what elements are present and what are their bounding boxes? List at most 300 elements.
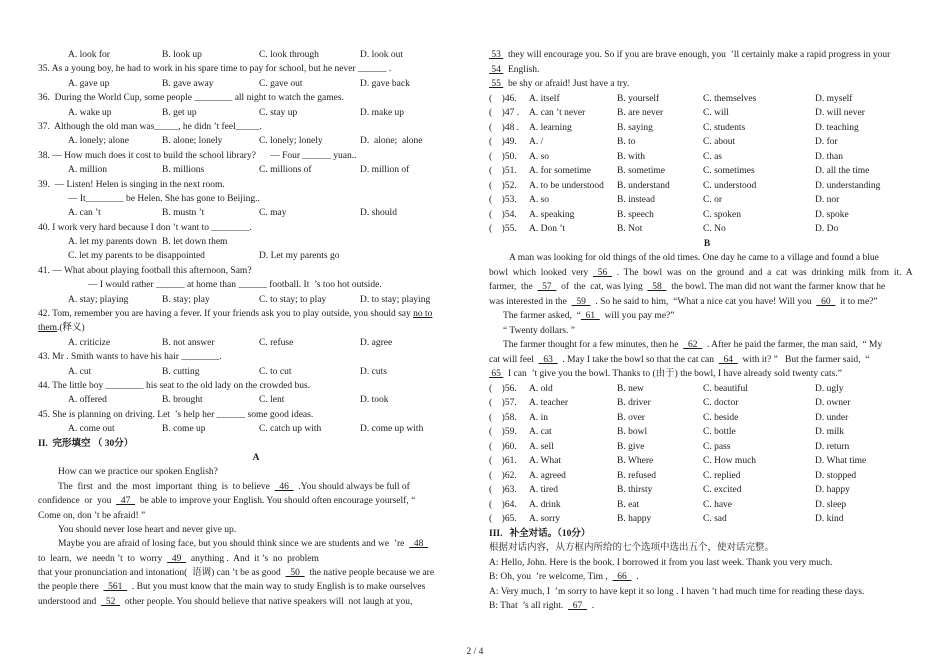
option-item: C. look through: [259, 50, 319, 60]
text-segment: .: [587, 601, 595, 611]
option-item: A. speaking: [529, 209, 575, 220]
question-number: ( )65.: [489, 514, 517, 524]
option-item: B. with: [617, 151, 645, 162]
option-item: D. sleep: [815, 499, 847, 510]
option-item: A. learning: [529, 122, 572, 133]
text-segment: 54: [489, 64, 504, 75]
question-number: ( )59.: [489, 427, 517, 437]
text-line: [38, 437, 474, 451]
option-item: C. How much: [703, 456, 757, 466]
option-item: C. doctor: [703, 398, 739, 408]
option-item: D. stopped: [815, 470, 857, 481]
text-segment: B: [703, 238, 711, 249]
text-line: [489, 599, 925, 614]
option-item: B. happy: [617, 514, 652, 524]
option-item: D. to stay; playing: [360, 294, 431, 305]
options-row: [489, 512, 925, 527]
question-number: ( )58.: [489, 412, 517, 423]
text-line: [38, 278, 474, 292]
options-row: [38, 134, 474, 148]
option-item: C. catch up with: [259, 424, 322, 435]
option-item: A. What: [529, 456, 562, 466]
option-item: B. get up: [162, 107, 197, 118]
text-line: [38, 595, 474, 609]
text-segment: 55: [489, 79, 504, 89]
question-number: ( )57.: [489, 398, 517, 408]
text-segment: English.: [503, 64, 540, 75]
question-number: ( )48 .: [489, 122, 520, 133]
option-item: A. in: [529, 412, 548, 423]
options-row: [38, 293, 474, 307]
text-line: [38, 379, 474, 393]
option-item: B. speech: [617, 209, 654, 220]
option-item: A. for sometime: [529, 166, 592, 176]
text-line: [489, 63, 925, 78]
option-item: C. stay up: [259, 107, 298, 118]
text-segment: .: [631, 572, 639, 582]
text-segment: . May I take the bowl so that the cat can: [557, 354, 719, 365]
option-item: D. make up: [360, 107, 405, 118]
question-number: ( )55.: [489, 224, 517, 234]
text-line: [489, 48, 925, 63]
option-item: B. sometime: [617, 166, 666, 176]
option-item: D. Let my parents go: [259, 251, 340, 262]
options-row: [38, 206, 474, 220]
option-item: A. can ’t: [68, 208, 101, 219]
text-line: [38, 523, 474, 537]
text-segment: 根据对话内容，从方框内所给的七个选项中选出五个，使对话完整。: [489, 543, 775, 553]
text-segment: The farmer asked, “: [503, 311, 581, 321]
question-number: ( )56.: [489, 383, 517, 394]
text-segment: The farmer thought for a few minutes, then he: [503, 340, 684, 350]
option-item: C. refuse: [259, 337, 294, 348]
text-segment: — It________ be Helen. She has gone to Beijing..: [68, 193, 260, 204]
text-line: [38, 192, 474, 206]
options-row: [38, 249, 474, 263]
text-segment: no to: [413, 309, 433, 320]
option-item: A. look for: [68, 50, 110, 60]
options-row: [489, 411, 925, 426]
option-item: A. lonely; alone: [68, 136, 129, 147]
option-item: [360, 235, 474, 249]
text-line: [489, 295, 925, 310]
text-segment: 43. Mr . Smith wants to have his hair ________.: [38, 352, 222, 363]
options-row: [38, 365, 474, 379]
option-item: D. nor: [815, 195, 840, 205]
text-segment: 61: [580, 311, 600, 321]
option-item: A. /: [529, 137, 544, 147]
text-segment: be shy or afraid! Just have a try.: [503, 79, 630, 89]
text-segment: the people there: [38, 582, 104, 593]
option-item: D. for: [815, 137, 838, 147]
question-number: ( )50.: [489, 151, 517, 162]
text-segment: . But you must know that the main way to study English is to make ourselves: [127, 582, 426, 593]
option-item: A. cut: [68, 366, 92, 377]
option-item: C. replied: [703, 470, 741, 481]
options-row: [489, 179, 925, 194]
options-row: [38, 106, 474, 120]
option-item: D. myself: [815, 93, 853, 104]
option-item: D. alone; alone: [360, 136, 423, 147]
text-segment: 58: [647, 282, 667, 292]
option-item: A. to be understood: [529, 180, 604, 191]
option-item: A. cat: [529, 427, 552, 437]
option-item: D. ugly: [815, 383, 844, 394]
right-column: [489, 48, 925, 614]
text-line: [38, 62, 474, 76]
text-line: [489, 367, 925, 382]
options-row: [38, 336, 474, 350]
option-item: C. beside: [703, 412, 739, 423]
text-line: [38, 552, 474, 566]
left-column: [38, 48, 474, 609]
text-segment: the bowl. The man did not want the farmer know that he: [666, 282, 886, 292]
option-item: C. may: [259, 208, 287, 219]
options-row: [489, 454, 925, 469]
option-item: D. return: [815, 441, 850, 452]
option-item: B. eat: [617, 499, 640, 510]
option-item: A. so: [529, 151, 550, 162]
option-item: B. Where: [617, 456, 654, 466]
option-item: D. should: [360, 208, 397, 219]
text-line: [38, 264, 474, 278]
option-item: C. will: [703, 108, 729, 118]
option-item: D. come up with: [360, 424, 424, 435]
text-segment: 53: [489, 50, 504, 60]
option-item: C. beautiful: [703, 383, 748, 394]
option-item: B. to: [617, 137, 636, 147]
text-line: [489, 585, 925, 600]
text-segment: it to me?”: [835, 296, 878, 307]
page-number: 2 / 4: [466, 647, 484, 657]
text-segment: 47: [116, 496, 136, 507]
section-label: [489, 237, 925, 252]
text-segment: 56: [592, 267, 612, 278]
text-segment: I can ’t give you the bowl. Thanks to (由于) the bowl, I have already sold twenty cats.”: [503, 369, 842, 379]
text-segment: 48: [409, 539, 429, 550]
text-segment: cat will feel: [489, 354, 539, 365]
question-number: ( )49.: [489, 137, 517, 147]
options-row: [489, 164, 925, 179]
text-line: [489, 309, 925, 324]
question-number: ( )46.: [489, 93, 517, 104]
option-item: A. wake up: [68, 107, 112, 118]
option-item: D. kind: [815, 514, 844, 524]
text-segment: 59: [571, 296, 591, 307]
text-segment: 65: [489, 369, 504, 379]
option-item: B. not answer: [162, 337, 215, 348]
text-segment: — I would rather ______ at home than ______ football. It ’s too hot outside.: [88, 280, 382, 291]
option-item: B. are never: [617, 108, 664, 118]
options-row: [489, 208, 925, 223]
text-line: [489, 353, 925, 368]
option-item: A. tired: [529, 485, 559, 495]
text-segment: 35. As a young boy, he had to work in his spare time to pay for school, but he never ______ .: [38, 64, 392, 75]
option-item: C. lent: [259, 395, 285, 406]
option-item: D. will never: [815, 108, 865, 118]
text-segment: understood and: [38, 596, 102, 607]
options-row: [489, 121, 925, 136]
option-item: C. to stay; to play: [259, 294, 327, 305]
option-item: B. stay; play: [162, 294, 210, 305]
text-segment: B: That ’s all right.: [489, 601, 568, 611]
text-segment: 49: [167, 553, 187, 564]
option-item: C. have: [703, 499, 733, 510]
text-segment: with it? ” But the farmer said, “: [737, 354, 870, 365]
text-segment: anything . And it ’s no problem: [186, 553, 319, 564]
text-line: [38, 91, 474, 105]
text-segment: 44. The little boy ________ his seat to the old lady on the crowded bus.: [38, 380, 311, 391]
text-segment: The first and the most important thing is to believe: [58, 481, 275, 492]
text-line: [38, 120, 474, 134]
text-segment: II. 完形填空 （ 30分）: [38, 438, 134, 449]
option-item: C. sad: [703, 514, 727, 524]
text-line: [489, 338, 925, 353]
option-item: A. criticize: [68, 337, 111, 348]
option-item: D. than: [815, 151, 843, 162]
options-row: [489, 396, 925, 411]
option-item: A. can ’t never: [529, 108, 586, 118]
text-line: [489, 266, 925, 281]
options-row: [489, 440, 925, 455]
option-item: C. spoken: [703, 209, 741, 220]
option-item: A. let my parents down: [68, 237, 157, 248]
text-segment: 52: [101, 596, 121, 607]
option-item: D. What time: [815, 456, 867, 466]
option-item: B. instead: [617, 195, 655, 205]
text-line: [489, 251, 925, 266]
text-segment: 64: [718, 354, 738, 365]
option-item: D. gave back: [360, 78, 410, 89]
option-item: B. let down them: [162, 237, 228, 248]
text-segment: 39. — Listen! Helen is singing in the next room.: [38, 179, 225, 190]
option-item: A. sell: [529, 441, 554, 452]
option-item: D. happy: [815, 485, 850, 495]
text-line: [489, 570, 925, 585]
text-segment: . The bowl was on the ground and a cat was drinking milk from it. A: [611, 267, 913, 278]
option-item: C. themselves: [703, 93, 757, 104]
option-item: D. understanding: [815, 180, 881, 191]
text-segment: A: Very much, I ’m sorry to have kept it so long . I haven ’t had much time for reading these days.: [489, 586, 865, 597]
option-item: C. bottle: [703, 427, 736, 437]
option-item: A. old: [529, 383, 553, 394]
text-line: [38, 350, 474, 364]
option-item: B. mustn ’t: [162, 208, 205, 219]
options-row: [38, 48, 474, 62]
text-line: [38, 509, 474, 523]
text-segment: that your pronunciation and intonation( 语调) can ’t be as good: [38, 568, 286, 579]
options-row: [38, 77, 474, 91]
text-line: [489, 541, 925, 556]
text-line: [38, 221, 474, 235]
options-row: [489, 483, 925, 498]
text-segment: 46: [274, 481, 294, 492]
text-segment: of the cat, was lying: [556, 282, 648, 292]
text-segment: the native people because we are: [304, 568, 435, 579]
option-item: C. students: [703, 122, 746, 133]
text-segment: 37. Although the old man was_____, he didn ’t feel_____.: [38, 121, 262, 132]
option-item: B. over: [617, 412, 645, 423]
option-item: B. alone; lonely: [162, 136, 223, 147]
text-line: [38, 307, 474, 321]
option-item: A. sorry: [529, 514, 561, 524]
option-item: [162, 249, 259, 263]
text-segment: to learn, we needn ’t to worry: [38, 553, 168, 564]
option-item: C. to cut: [259, 366, 292, 377]
options-row: [489, 498, 925, 513]
text-line: [38, 537, 474, 551]
text-segment: How can we practice our spoken English?: [58, 467, 218, 478]
text-line: [489, 527, 925, 542]
options-row: [489, 150, 925, 165]
option-item: C. understood: [703, 180, 757, 191]
options-row: [489, 135, 925, 150]
option-item: B. give: [617, 441, 645, 452]
option-item: B. brought: [162, 395, 203, 406]
options-row: [38, 393, 474, 407]
option-item: D. took: [360, 395, 389, 406]
text-line: [38, 480, 474, 494]
text-segment: .You should always be full of: [293, 481, 410, 492]
text-segment: “ Twenty dollars. ”: [503, 325, 575, 336]
text-segment: they will encourage you. So if you are brave enough, you ’ll certainly make a rapid progress in your: [503, 50, 891, 60]
options-row: [489, 193, 925, 208]
option-item: C. millions of: [259, 165, 312, 176]
text-segment: 45. She is planning on driving. Let ’s help her ______ some good ideas.: [38, 409, 314, 420]
question-number: ( )47 .: [489, 108, 520, 118]
text-segment: 561: [103, 582, 128, 593]
option-item: A. Don ’t: [529, 224, 565, 234]
text-segment: A: [252, 452, 260, 463]
text-segment: 62: [683, 340, 703, 350]
option-item: B. refused: [617, 470, 657, 481]
text-segment: be able to improve your English. You should often encourage yourself, “: [135, 496, 416, 507]
text-segment: Maybe you are afraid of losing face, but you should think since we are students and we ’re: [58, 539, 410, 550]
option-item: [259, 235, 360, 249]
text-line: [489, 280, 925, 295]
text-segment: III. 补全对话。（10分）: [489, 528, 591, 539]
text-segment: . After he paid the farmer, the man said, “ My: [702, 340, 883, 350]
text-line: [489, 77, 925, 92]
option-item: B. bowl: [617, 427, 648, 437]
option-item: D. cuts: [360, 366, 387, 377]
text-line: [38, 149, 474, 163]
option-item: D. milk: [815, 427, 845, 437]
option-item: C. No: [703, 224, 726, 234]
text-segment: was interested in the: [489, 296, 572, 307]
options-row: [38, 422, 474, 436]
option-item: [360, 249, 474, 263]
options-row: [489, 469, 925, 484]
text-segment: 40. I work very hard because I don ’t want to ________.: [38, 222, 252, 233]
text-segment: 66: [612, 572, 632, 582]
text-segment: 63: [538, 354, 558, 365]
text-segment: bowl which looked very: [489, 267, 593, 278]
question-number: ( )61.: [489, 456, 517, 466]
text-segment: will you pay me?”: [599, 311, 675, 321]
options-row: [38, 163, 474, 177]
option-item: C. let my parents to be disappointed: [68, 251, 205, 262]
text-segment: Come on, don ’t be afraid! ”: [38, 510, 146, 521]
question-number: ( )62.: [489, 470, 517, 481]
text-line: [38, 494, 474, 508]
option-item: A. agreed: [529, 470, 566, 481]
text-segment: other people. You should believe that native speakers will not laugh at you,: [120, 596, 413, 607]
text-segment: . So he said to him, “What a nice cat you have! Will you: [590, 296, 817, 307]
options-row: [489, 382, 925, 397]
option-item: C. gave out: [259, 78, 303, 89]
option-item: B. look up: [162, 50, 202, 60]
option-item: B. new: [617, 383, 644, 394]
option-item: B. come up: [162, 424, 206, 435]
question-number: ( )60.: [489, 441, 517, 452]
option-item: A. gave up: [68, 78, 110, 89]
option-item: B. thirsty: [617, 485, 653, 495]
option-item: A. come out: [68, 424, 115, 435]
options-row: [489, 106, 925, 121]
text-segment: B: Oh, you ’re welcome, Tim ,: [489, 572, 613, 582]
option-item: B. driver: [617, 398, 651, 408]
option-item: A. stay; playing: [68, 294, 129, 305]
option-item: D. spoke: [815, 209, 849, 220]
text-line: [38, 178, 474, 192]
option-item: B. cutting: [162, 366, 200, 377]
option-item: A. itself: [529, 93, 560, 104]
option-item: D. million of: [360, 165, 410, 176]
option-item: D. teaching: [815, 122, 859, 133]
option-item: B. yourself: [617, 93, 660, 104]
option-item: B. Not: [617, 224, 643, 234]
text-segment: 42. Tom, remember you are having a fever. If your friends ask you to play outside, you should say: [38, 309, 414, 320]
option-item: B. understand: [617, 180, 670, 191]
text-segment: A man was looking for old things of the old times. One day he came to a village and found a blue: [509, 253, 879, 263]
text-segment: A: Hello, John. Here is the book. I borrowed it from you last week. Thank you very much.: [489, 557, 833, 568]
option-item: D. Do: [815, 224, 839, 234]
text-line: [38, 566, 474, 580]
option-item: D. agree: [360, 337, 393, 348]
text-segment: 67: [568, 601, 587, 611]
text-line: [38, 321, 474, 335]
text-segment: You should never lose heart and never give up.: [58, 524, 237, 535]
section-label: [38, 451, 474, 465]
text-segment: 60: [816, 296, 836, 307]
text-segment: farmer, the: [489, 282, 538, 292]
text-segment: .(释义): [57, 323, 85, 334]
question-number: ( )64.: [489, 499, 517, 510]
text-line: [38, 465, 474, 479]
text-line: [38, 580, 474, 594]
option-item: C. as: [703, 151, 722, 162]
text-segment: 50: [285, 568, 305, 579]
option-item: D. owner: [815, 398, 851, 408]
option-item: D. all the time: [815, 166, 870, 176]
option-item: A. offered: [68, 395, 107, 406]
option-item: A. drink: [529, 499, 561, 510]
option-item: A. million: [68, 165, 108, 176]
question-number: ( )52.: [489, 180, 517, 191]
option-item: B. gave away: [162, 78, 214, 89]
option-item: A. so: [529, 195, 550, 205]
option-item: B. saying: [617, 122, 653, 133]
option-item: C. about: [703, 137, 736, 147]
text-line: [38, 408, 474, 422]
text-segment: 36. During the World Cup, some people ________ all night to watch the games.: [38, 93, 344, 104]
option-item: B. millions: [162, 165, 205, 176]
question-number: ( )51.: [489, 166, 517, 176]
text-line: [489, 324, 925, 339]
question-number: ( )54.: [489, 209, 517, 220]
options-row: [489, 222, 925, 237]
